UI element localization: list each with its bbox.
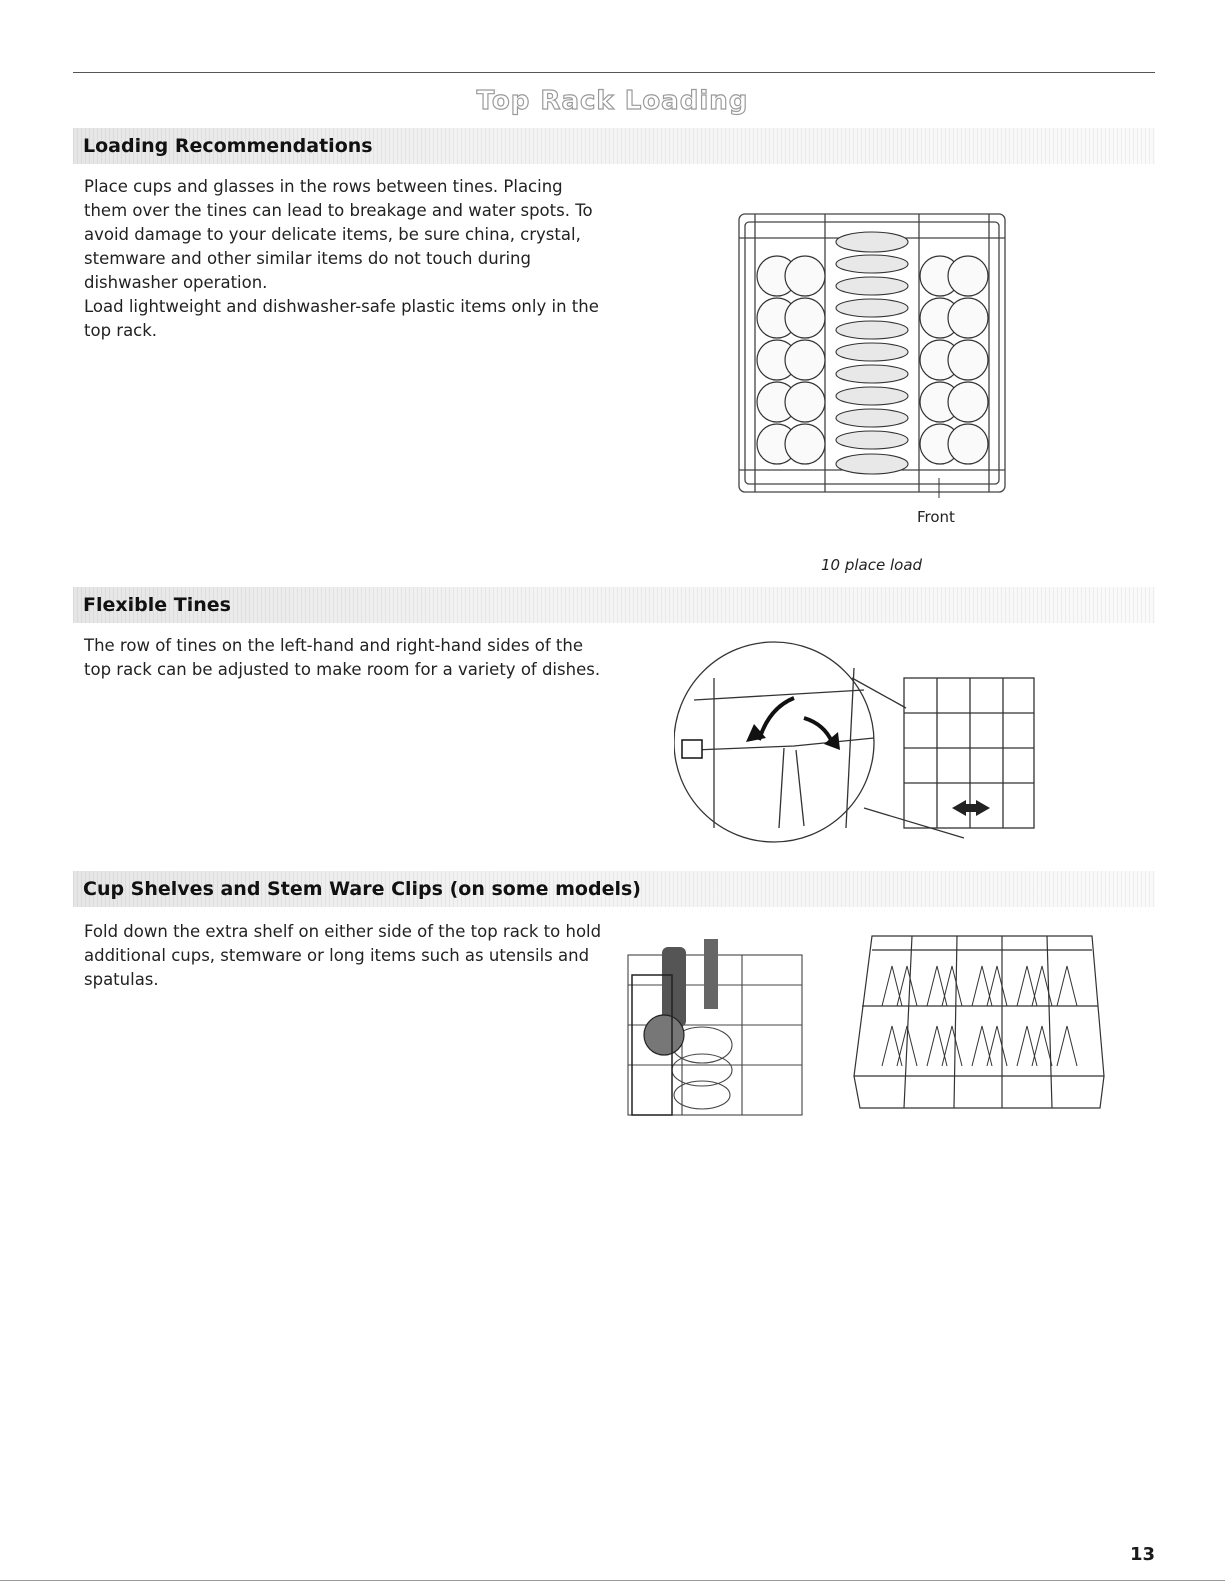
section-heading: Flexible Tines [83,594,231,616]
section-bar-cup-shelves [73,871,1155,907]
cup-shelf-illustration [622,935,807,1125]
section-body [84,175,604,343]
paragraph: Load lightweight and dishwasher-safe plastic items only in the top rack. [84,297,599,340]
section-heading: Loading Recommendations [83,135,373,157]
section-bar-loading-recommendations [73,128,1155,164]
section-body [84,634,604,682]
paragraph: Place cups and glasses in the rows between tines. Placing them over the tines can lead to breakage and water spots. To avoid damage to your delicate items, be sure china, crystal, stemware and other similar items do not touch during dishwasher operation. [84,177,593,292]
paragraph: The row of tines on the left-hand and right-hand sides of the top rack can be adjusted to make room for a variety of dishes. [84,636,601,679]
figure-caption: 10 place load [821,556,923,574]
figure-label-front: Front [917,508,955,526]
paragraph: Fold down the extra shelf on either side of the top rack to hold additional cups, stemware or long items such as utensils and spatulas. [84,922,602,989]
section-bar-flexible-tines [73,587,1155,623]
section-heading: Cup Shelves and Stem Ware Clips (on some models) [83,878,641,900]
flexible-tines-illustration [674,638,1054,848]
rack-top-view-illustration [735,208,1010,498]
section-body [84,920,604,992]
page-title: Top Rack Loading [476,86,749,116]
full-rack-illustration [842,926,1112,1116]
top-rule [73,72,1155,73]
bottom-rule [0,1580,1225,1581]
page-number: 13 [1129,1544,1155,1565]
